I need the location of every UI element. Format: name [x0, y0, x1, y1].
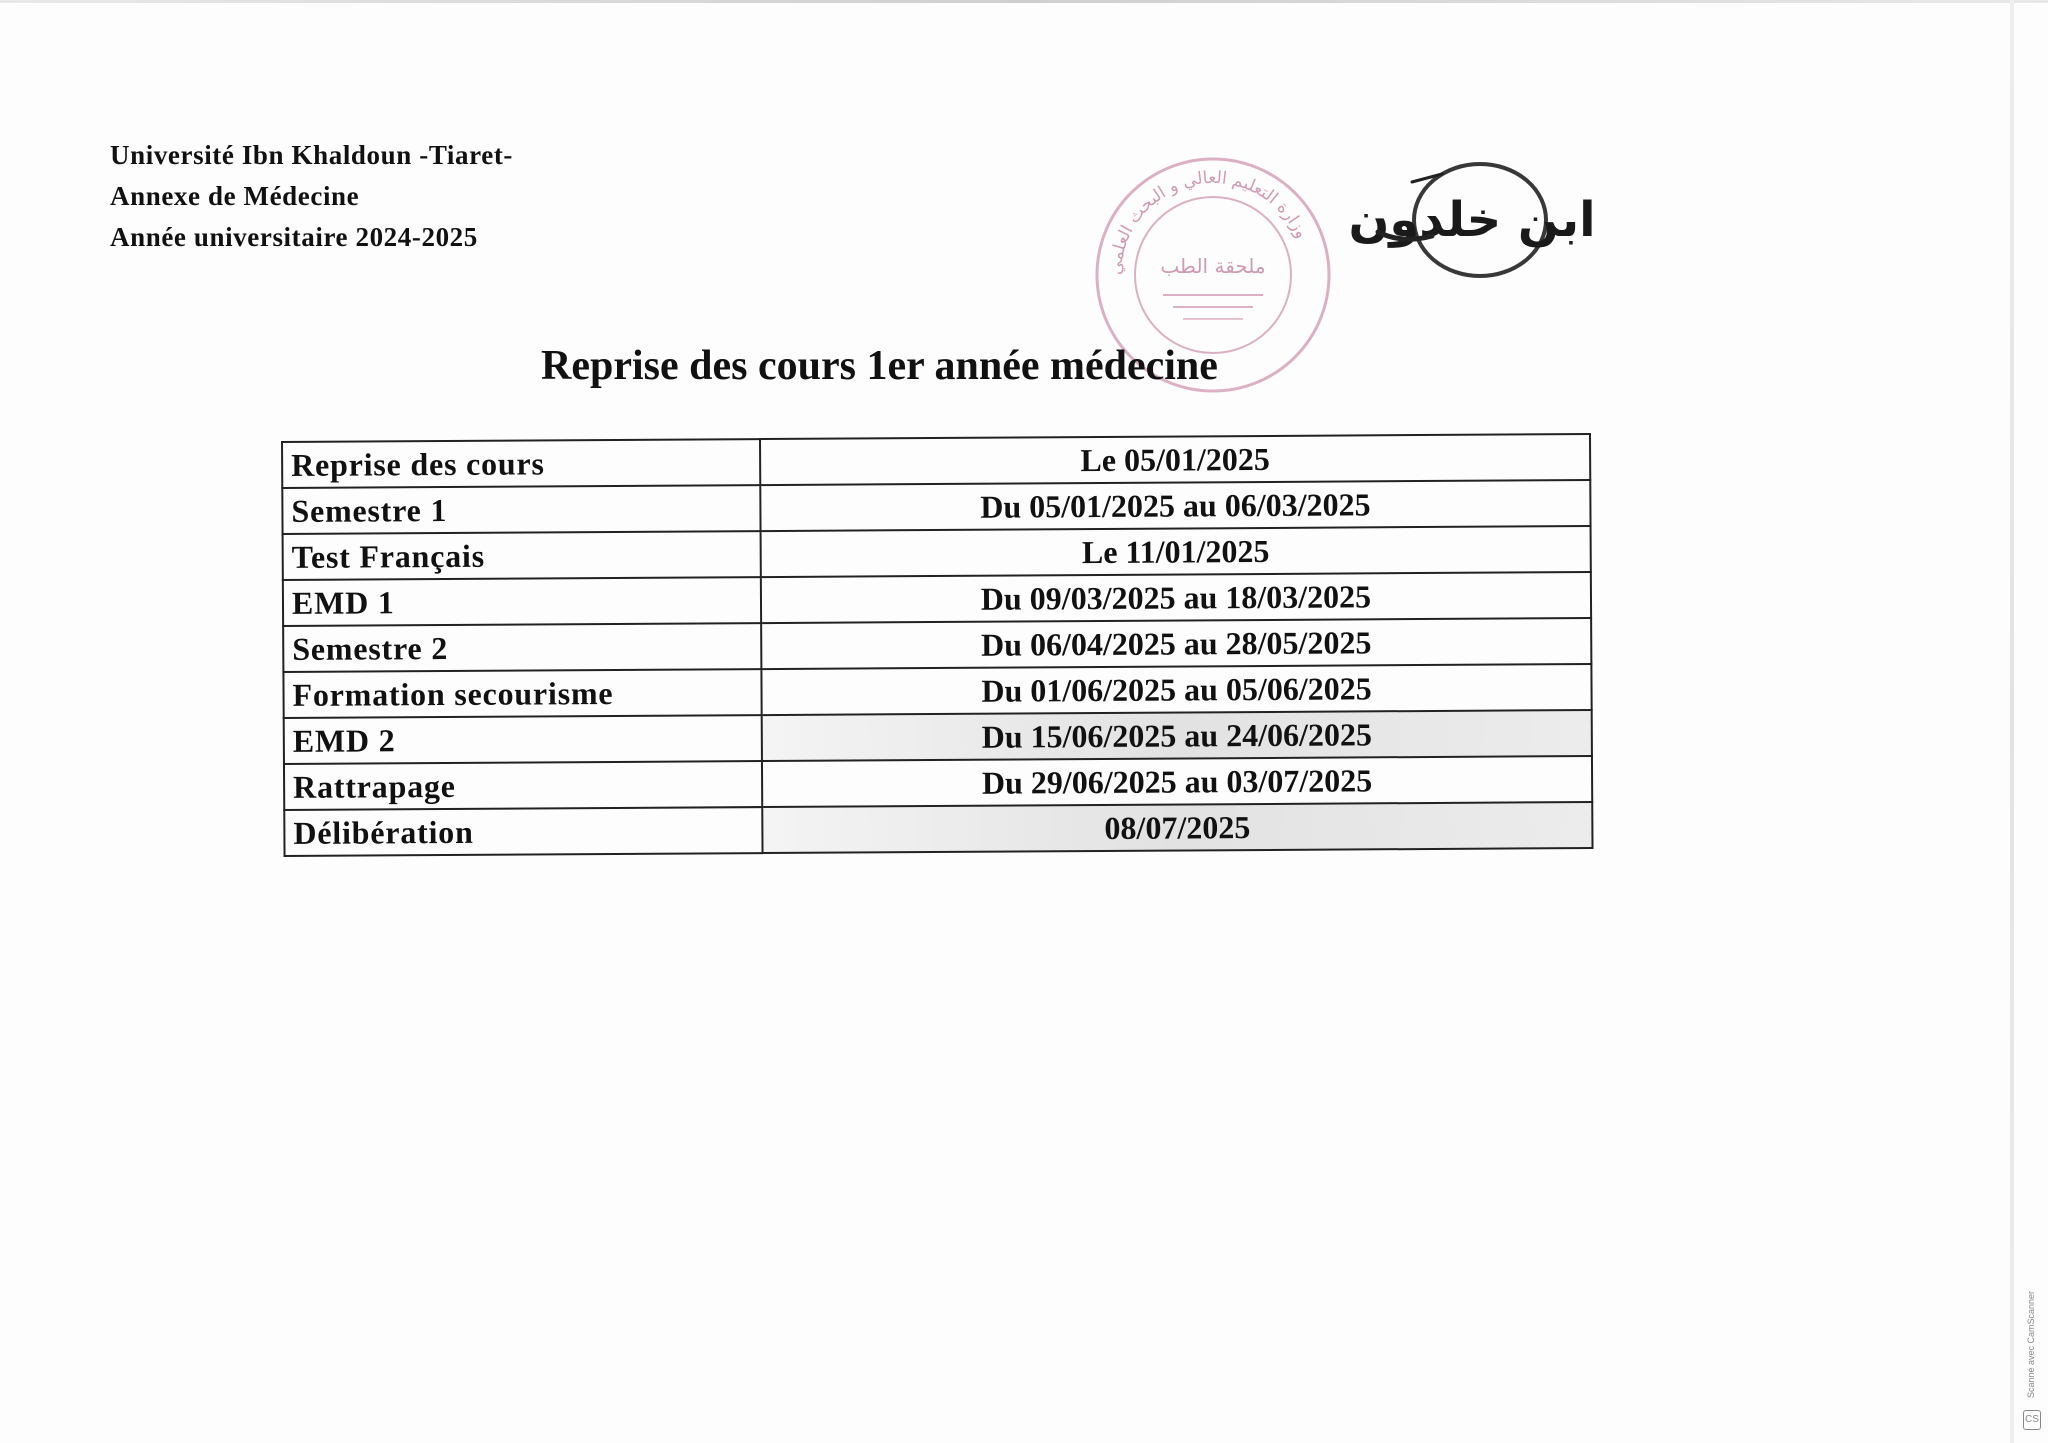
table-row — [282, 434, 1590, 488]
institution-header — [110, 135, 513, 258]
table-row — [284, 802, 1592, 856]
schedule-table — [281, 433, 1594, 857]
table-row — [284, 756, 1592, 810]
row-label: Reprise des cours — [282, 439, 760, 488]
row-label: Test Français — [283, 531, 761, 580]
table-row — [283, 618, 1591, 672]
row-label: Semestre 1 — [282, 485, 760, 534]
stamp-outer-text: وزارة التعليم العالي و البحث العلمي — [1105, 167, 1312, 276]
row-label: Délibération — [284, 807, 762, 856]
row-label: EMD 1 — [283, 577, 761, 626]
row-date: Du 15/06/2025 au 24/06/2025 — [762, 710, 1592, 761]
row-date: Du 09/03/2025 au 18/03/2025 — [761, 572, 1591, 623]
row-date: Du 01/06/2025 au 05/06/2025 — [761, 664, 1591, 715]
row-date: Le 05/01/2025 — [760, 434, 1590, 485]
table-row — [283, 664, 1591, 718]
table-row — [284, 710, 1592, 764]
row-label: Formation secourisme — [283, 669, 761, 718]
table-row — [283, 526, 1591, 580]
page-top-edge — [0, 0, 2048, 3]
row-date: Du 05/01/2025 au 06/03/2025 — [760, 480, 1590, 531]
faculty-name: Annexe de Médecine — [110, 181, 360, 211]
stamp-inner-text: ملحقة الطب — [1160, 254, 1266, 278]
table-row — [282, 480, 1590, 534]
row-date: Du 29/06/2025 au 03/07/2025 — [762, 756, 1592, 807]
row-date: Le 11/01/2025 — [761, 526, 1591, 577]
row-label: Semestre 2 — [283, 623, 761, 672]
document-title: Reprise des cours 1er année médecine — [541, 343, 1218, 389]
logo-calligraphy: ابن خلدون — [1348, 192, 1596, 248]
camscanner-logo-icon: CS — [2023, 1410, 2041, 1430]
row-label: Rattrapage — [284, 761, 762, 810]
page-fold-shadow — [2010, 0, 2014, 1443]
row-date: Du 06/04/2025 au 28/05/2025 — [761, 618, 1591, 669]
row-date: 08/07/2025 — [762, 802, 1592, 853]
university-logo-icon — [1348, 152, 1596, 282]
academic-year: Année universitaire 2024-2025 — [110, 222, 478, 252]
table-row — [283, 572, 1591, 626]
scanner-watermark-text: Scanné avec CamScanner — [2026, 1290, 2036, 1398]
row-label: EMD 2 — [284, 715, 762, 764]
university-name: Université Ibn Khaldoun -Tiaret- — [110, 140, 514, 170]
